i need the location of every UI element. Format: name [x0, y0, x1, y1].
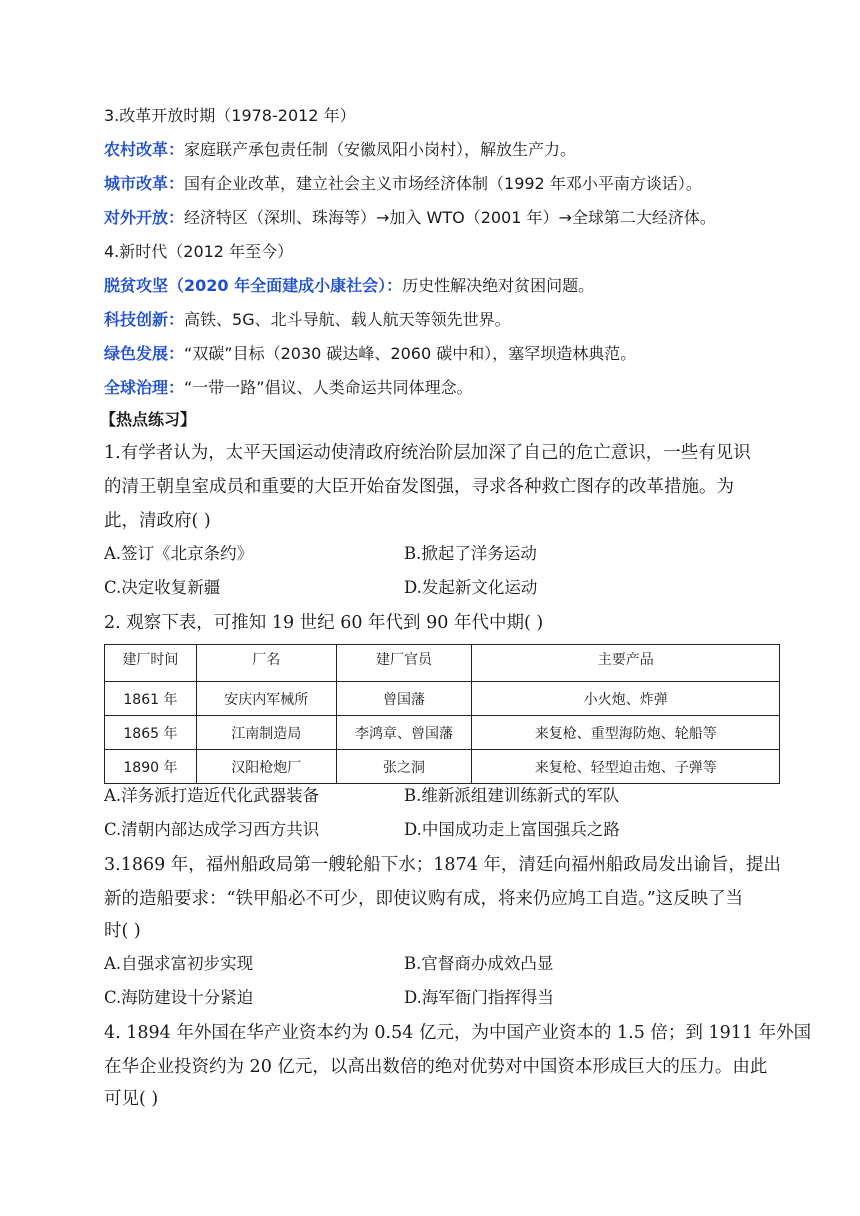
section3-heading: 3.改革开放时期（1978-2012 年） [104, 106, 356, 125]
q4-stem-line-3: 可见( ) [104, 1089, 159, 1109]
q3-option-d: D.海军衙门指挥得当 [404, 988, 554, 1007]
section4-item-green [104, 344, 636, 364]
table-cell: 小火炮、炸弹 [472, 682, 780, 716]
q2-option-c: C.清朝内部达成学习西方共识 [104, 820, 320, 839]
item-text: 家庭联产承包责任制（安徽凤阳小岗村），解放生产力。 [184, 140, 577, 159]
item-text: 经济特区（深圳、珠海等）→加入 WTO（2001 年）→全球第二大经济体。 [184, 208, 716, 227]
q1-option-b: B.掀起了洋务运动 [404, 544, 537, 563]
table-cell: 江南制造局 [196, 716, 336, 750]
table-header-row [105, 645, 780, 682]
table-row [105, 750, 780, 784]
item-label: 绿色发展： [104, 344, 185, 363]
table-cell: 张之洞 [336, 750, 472, 784]
item-text: 国有企业改革，建立社会主义市场经济体制（1992 年邓小平南方谈话）。 [184, 174, 702, 193]
item-text: “双碳”目标（2030 碳达峰、2060 碳中和），塞罕坝造林典范。 [184, 344, 637, 363]
q1-stem-line-1: 1.有学者认为，太平天国运动使清政府统治阶层加深了自己的危亡意识，一些有见识 [104, 443, 751, 463]
section3-item-rural [104, 140, 576, 160]
table-header-cell: 建厂时间 [105, 645, 197, 682]
q2-option-b: B.维新派组建训练新式的军队 [404, 786, 620, 805]
table-cell: 李鸿章、曾国藩 [336, 716, 472, 750]
q3-option-a: A.自强求富初步实现 [104, 954, 254, 973]
item-label: 科技创新： [104, 310, 185, 329]
q4-stem-line-2: 在华企业投资约为 20 亿元，以高出数倍的绝对优势对中国资本形成巨大的压力。由此 [104, 1057, 768, 1077]
item-label: 对外开放： [104, 208, 185, 227]
q2-option-a: A.洋务派打造近代化武器装备 [104, 786, 320, 805]
table-header-cell: 厂名 [196, 645, 336, 682]
q3-stem-line-2: 新的造船要求：“铁甲船必不可少，即使议购有成，将来仍应鸠工自造。”这反映了当 [104, 889, 744, 909]
table-cell: 来复枪、重型海防炮、轮船等 [472, 716, 780, 750]
q1-option-a: A.签订《北京条约》 [104, 544, 254, 563]
section3-item-urban [104, 174, 702, 194]
item-text: 高铁、5G、北斗导航、载人航天等领先世界。 [184, 310, 511, 329]
q3-option-b: B.官督商办成效凸显 [404, 954, 554, 973]
q2-option-d: D.中国成功走上富国强兵之路 [404, 820, 620, 839]
q2-stem: 2. 观察下表，可推知 19 世纪 60 年代到 90 年代中期( ) [104, 613, 544, 633]
q1-option-d: D.发起新文化运动 [404, 578, 538, 597]
q4-stem-line-1: 4. 1894 年外国在华产业资本约为 0.54 亿元，为中国产业资本的 1.5 倍；到 1911 年外国 [104, 1023, 812, 1043]
factory-table [104, 644, 780, 784]
item-label: 城市改革： [104, 174, 185, 193]
section3-item-opening [104, 208, 716, 228]
section4-item-poverty [104, 276, 594, 296]
q1-stem-line-3: 此，清政府( ) [104, 511, 211, 531]
section4-heading: 4.新时代（2012 年至今） [104, 242, 294, 261]
table-cell: 汉阳枪炮厂 [196, 750, 336, 784]
q1-stem-line-2: 的清王朝皇室成员和重要的大臣开始奋发图强，寻求各种救亡图存的改革措施。为 [104, 477, 734, 497]
table-row [105, 682, 780, 716]
section4-item-governance [104, 378, 473, 398]
q3-stem-line-3: 时( ) [104, 921, 141, 941]
q3-option-c: C.海防建设十分紧迫 [104, 988, 254, 1007]
table-row [105, 716, 780, 750]
item-label: 脱贫攻坚（2020 年全面建成小康社会）： [104, 276, 403, 295]
table-cell: 1861 年 [105, 682, 197, 716]
item-label: 全球治理： [104, 378, 185, 397]
table-cell: 曾国藩 [336, 682, 472, 716]
item-text: “一带一路”倡议、人类命运共同体理念。 [184, 378, 473, 397]
practice-heading: 【热点练习】 [100, 410, 197, 429]
table-cell: 安庆内军械所 [196, 682, 336, 716]
item-label: 农村改革： [104, 140, 185, 159]
item-text: 历史性解决绝对贫困问题。 [402, 276, 595, 295]
table-header-cell: 主要产品 [472, 645, 780, 682]
q3-stem-line-1: 3.1869 年，福州船政局第一艘轮船下水；1874 年，清廷向福州船政局发出谕旨，提出 [104, 855, 781, 875]
table-cell: 1890 年 [105, 750, 197, 784]
section4-item-tech [104, 310, 511, 330]
q1-option-c: C.决定收复新疆 [104, 578, 221, 597]
table-header-cell: 建厂官员 [336, 645, 472, 682]
table-cell: 来复枪、轻型迫击炮、子弹等 [472, 750, 780, 784]
table-cell: 1865 年 [105, 716, 197, 750]
